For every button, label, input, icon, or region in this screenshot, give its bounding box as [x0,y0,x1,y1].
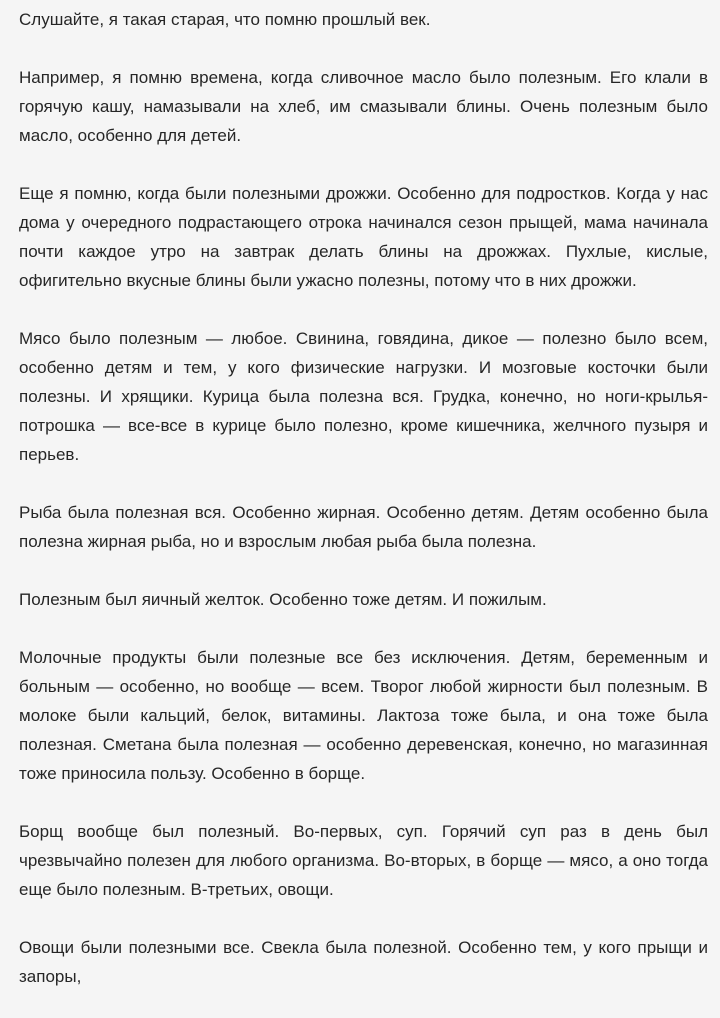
paragraph-intro: Слушайте, я такая старая, что помню прошлый век. [19,10,431,29]
paragraph-yolk: Полезным был яичный желток. Особенно тоже детям. И пожилым. [19,590,547,609]
paragraph-yeast: Еще я помню, когда были полезными дрожжи. Особенно для подростков. Когда у нас дома у очередного подрастающего отрока начинался сезон прыщей, мама начинала почти каждое утро на завтрак делать блины на дрожжах. Пухлые, кислые, офигительно вкусные блины были ужасно полезны, потому что в них дрожжи. [19,184,708,290]
paragraph-butter: Например, я помню времена, когда сливочное масло было полезным. Его клали в горячую кашу, намазывали на хлеб, им смазывали блины. Очень полезным было масло, особенно для детей. [19,68,708,145]
paragraph-vegetables: Овощи были полезными все. Свекла была полезной. Особенно тем, у кого прыщи и запоры, [19,938,708,986]
paragraph-fish: Рыба была полезная вся. Особенно жирная. Особенно детям. Детям особенно была полезна жирная рыба, но и взрослым любая рыба была полезна. [19,503,708,551]
paragraph-borscht: Борщ вообще был полезный. Во-первых, суп. Горячий суп раз в день был чрезвычайно полезен для любого организма. Во-вторых, в борще — мясо, а оно тогда еще было полезным. В-третьих, овощи. [19,822,708,899]
paragraph-meat: Мясо было полезным — любое. Свинина, говядина, дикое — полезно было всем, особенно детям и тем, у кого физические нагрузки. И мозговые косточки были полезны. И хрящики. Курица была полезна вся. Грудка, конечно, но ноги-крылья-потрошка — все-все в курице было полезно, кроме кишечника, желчного пузыря и перьев. [19,329,708,464]
paragraph-dairy: Молочные продукты были полезные все без исключения. Детям, беременным и больным — особенно, но вообще — всем. Творог любой жирности был полезным. В молоке были кальций, белок, витамины. Лактоза тоже была, и она тоже была полезная. Сметана была полезная — особенно деревенская, конечно, но магазинная тоже приносила пользу. Особенно в борще. [19,648,708,783]
